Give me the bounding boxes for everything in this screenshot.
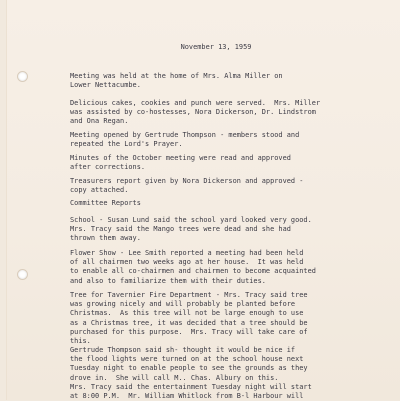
paragraph-flower-show: Flower Show - Lee Smith reported a meeting had been held of all chairmen two weeks ago at her house. It was held to enable all co-chairmen and chairmen to become acquainted and also to familiarize them with their duties. [70, 249, 316, 285]
paragraph-flood-lights: Gertrude Thompson said sh- thought it would be nice if the flood lights were turned on at the school house next Tuesday night to enable people to see the grounds as they drove in. She will call M.. Chas. Albury on this. [70, 346, 308, 382]
heading-committee-reports: Committee Reports [70, 199, 141, 207]
paragraph-meeting-opened: Meeting opened by Gertrude Thompson - members stood and repeated the Lord's Prayer. [70, 131, 300, 149]
paragraph-fire-department-tree: Tree for Tavernier Fire Department - Mrs. Tracy said tree was growing nicely and will probably be planted before Christmas. As this tree will not be large enough to use as a Christmas tree, it was decided that a tree should be purchased for this purpose. Mrs. Tracy will take care of this. [70, 291, 308, 346]
paragraph-meeting-location: Meeting was held at the home of Mrs. Alma Miller on Lower Nettacumbe. [70, 72, 283, 90]
paragraph-minutes: Minutes of the October meeting were read and approved after corrections. [70, 154, 291, 172]
paragraph-school-report: School - Susan Lund said the school yard looked very good. Mrs. Tracy said the Mango trees were dead and she had thrown them away. [70, 216, 312, 243]
document-page [6, 0, 400, 400]
document-date: November 13, 1959 [180, 43, 252, 51]
paragraph-treasurer-report: Treasurers report given by Nora Dickerson and approved - copy attached. [70, 177, 304, 195]
paragraph-entertainment: Mrs. Tracy said the entertainment Tuesday night will start at 8:00 P.M. Mr. William Whitlock from B-l Harbour will [70, 383, 312, 401]
typed-minutes [7, 0, 400, 400]
paragraph-refreshments: Delicious cakes, cookies and punch were served. Mrs. Miller was assisted by co-hostesses, Nora Dickerson, Dr. Lindstrom and Ona Regan. [70, 99, 321, 126]
